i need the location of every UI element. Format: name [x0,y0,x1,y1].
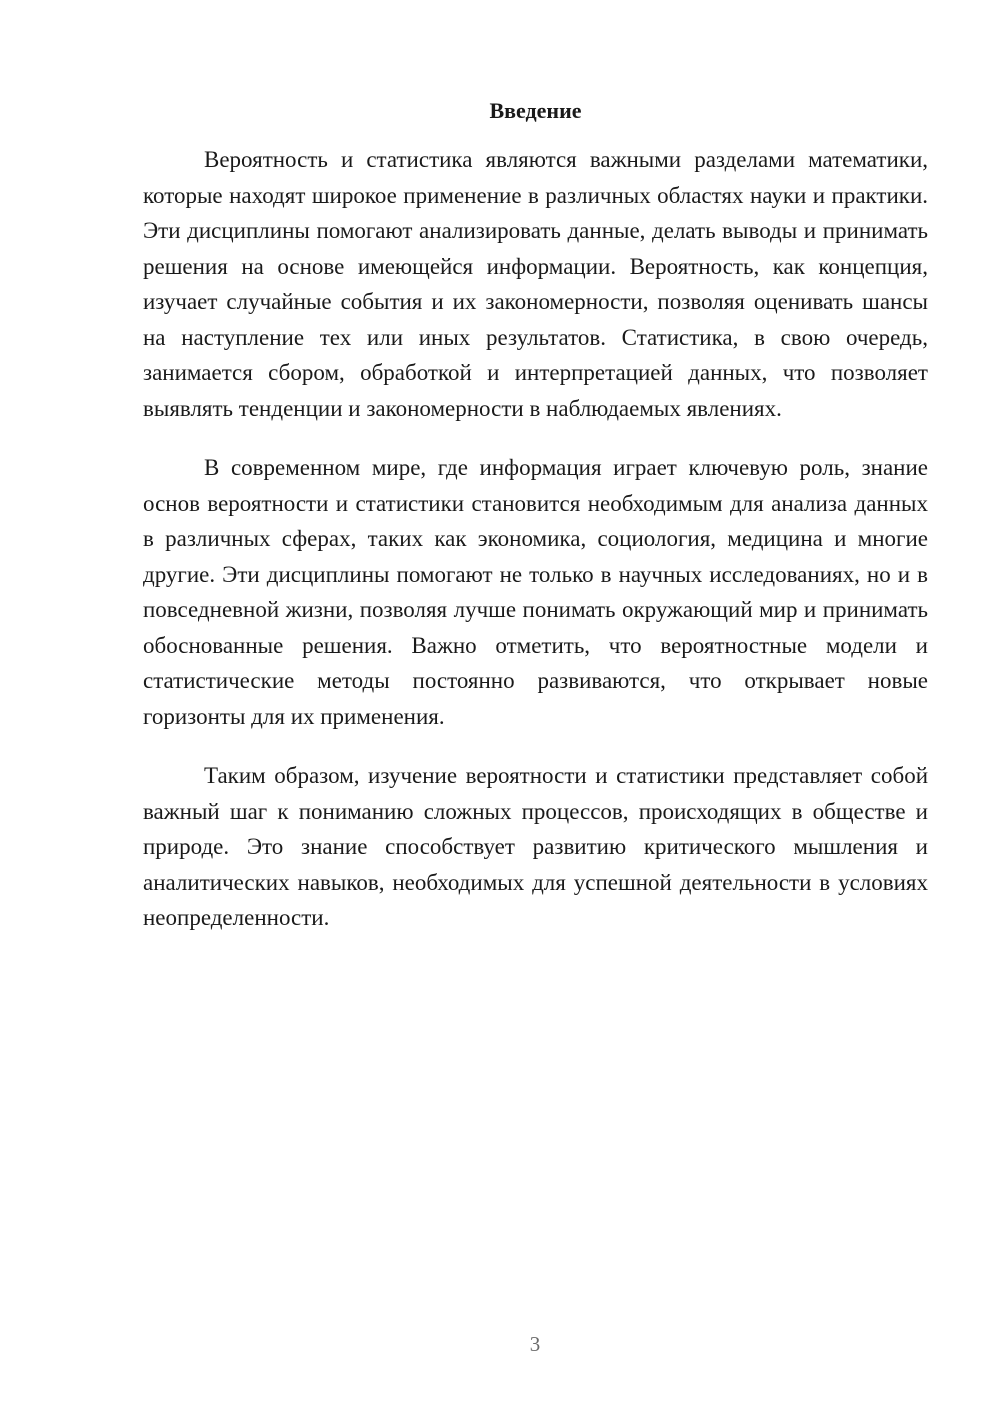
body-text [143,142,928,960]
paragraph-1: Вероятность и статистика являются важными разделами математики, которые находят широкое применение в различных областях науки и практики. Эти дисциплины помогают анализировать данные, делать выводы и принимать решения на основе имеющейся информации. Вероятность, как концепция, изучает случайные события и их закономерности, позволяя оценивать шансы на наступление тех или иных результатов. Статистика, в свою очередь, занимается сбором, обработкой и интерпретацией данных, что позволяет выявлять тенденции и закономерности в наблюдаемых явлениях. [143,147,928,421]
paragraph-3: Таким образом, изучение вероятности и статистики представляет собой важный шаг к пониманию сложных процессов, происходящих в обществе и природе. Это знание способствует развитию критического мышления и аналитических навыков, необходимых для успешной деятельности в условиях неопределенности. [143,763,928,930]
page-number: 3 [529,1332,541,1356]
page-title: Введение [489,98,582,123]
paragraph-2: В современном мире, где информация играет ключевую роль, знание основ вероятности и статистики становится необходимым для анализа данных в различных сферах, таких как экономика, социология, медицина и многие другие. Эти дисциплины помогают не только в научных исследованиях, но и в повседневной жизни, позволяя лучше понимать окружающий мир и принимать обоснованные решения. Важно отметить, что вероятностные модели и статистические методы постоянно развиваются, что открывает новые горизонты для их применения. [143,455,928,729]
